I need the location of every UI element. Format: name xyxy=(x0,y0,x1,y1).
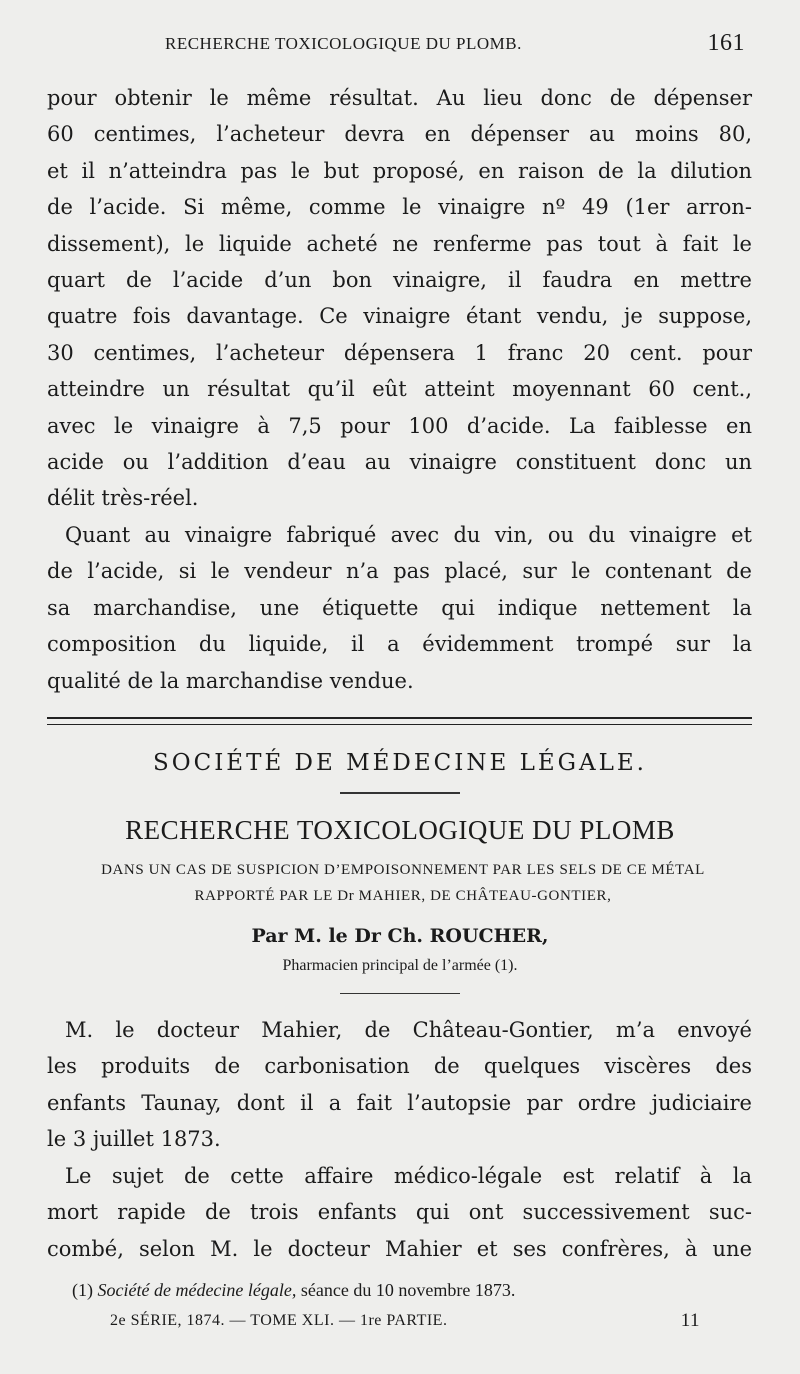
signature-line xyxy=(110,1312,700,1330)
paragraph-1 xyxy=(47,80,752,517)
text-line: qualité de la marchandise vendue. xyxy=(47,668,414,693)
text-line: de l’acide. Si même, comme le vinaigre nº 49 (1er arron- xyxy=(47,195,752,220)
text-line: M. le docteur Mahier, de Château-Gontier, m’a envoyé xyxy=(65,1018,752,1042)
article-title: RECHERCHE TOXICOLOGIQUE DU PLOMB xyxy=(125,815,675,845)
text-line: Le sujet de cette affaire médico-légale est relatif à la xyxy=(65,1164,752,1188)
text-line: atteindre un résultat qu’il eût atteint moyennant 60 cent., xyxy=(47,377,752,402)
heading-rule xyxy=(340,792,460,794)
paragraph-2 xyxy=(47,517,752,699)
text-line: le 3 juillet 1873. xyxy=(47,1127,221,1152)
text-line: les produits de carbonisation de quelques viscères des xyxy=(47,1054,752,1079)
footnote-source: Société de médecine légale, xyxy=(97,1280,297,1300)
text-line: de l’acide, si le vendeur n’a pas placé, sur le contenant de xyxy=(47,559,752,584)
text-line: pour obtenir le même résultat. Au lieu donc de dépenser xyxy=(47,86,752,110)
footnote xyxy=(72,1280,752,1301)
sheet-number: 11 xyxy=(680,1310,700,1331)
article-subtitle-2: RAPPORTÉ PAR LE Dr MAHIER, DE CHÂTEAU-GONTIER, xyxy=(194,888,612,904)
page-number: 161 xyxy=(707,30,745,56)
text-line: 30 centimes, l’acheteur dépensera 1 franc 20 cent. pour xyxy=(47,340,752,365)
paragraph-3 xyxy=(47,1012,752,1158)
text-line: quart de l’acide d’un bon vinaigre, il faudra en mettre xyxy=(47,268,752,293)
running-head xyxy=(165,30,745,56)
footnote-marker: (1) xyxy=(72,1280,93,1300)
text-line: Quant au vinaigre fabriqué avec du vin, ou du vinaigre et xyxy=(65,523,752,547)
text-line: quatre fois davantage. Ce vinaigre étant vendu, je suppose, xyxy=(47,304,752,329)
footnote-text: séance du 10 novembre 1873. xyxy=(300,1280,516,1300)
author-byline: Par M. le Dr Ch. ROUCHER, xyxy=(251,925,549,947)
text-line: mort rapide de trois enfants qui ont successivement suc- xyxy=(47,1200,752,1225)
text-line: enfants Taunay, dont il a fait l’autopsie par ordre judiciaire xyxy=(47,1090,752,1115)
text-line: délit très-réel. xyxy=(47,486,199,511)
running-title: RECHERCHE TOXICOLOGIQUE DU PLOMB. xyxy=(165,34,522,53)
text-line: et il n’atteindra pas le but proposé, en raison de la dilution xyxy=(47,158,752,183)
text-line: composition du liquide, il a évidemment trompé sur la xyxy=(47,632,752,657)
series-info: 2e SÉRIE, 1874. — TOME XLI. — 1re PARTIE. xyxy=(110,1312,448,1329)
text-line: avec le vinaigre à 7,5 pour 100 d’acide. La faiblesse en xyxy=(47,413,752,438)
paragraph-4 xyxy=(47,1158,752,1267)
article-subtitle-1: DANS UN CAS DE SUSPICION D’EMPOISONNEMENT PAR LES SELS DE CE MÉTAL xyxy=(101,862,705,878)
text-line: sa marchandise, une étiquette qui indique nettement la xyxy=(47,595,752,620)
text-line: acide ou l’addition d’eau au vinaigre constituent donc un xyxy=(47,450,752,475)
society-heading: SOCIÉTÉ DE MÉDECINE LÉGALE. xyxy=(153,750,647,776)
byline-rule xyxy=(340,993,460,994)
text-line: combé, selon M. le docteur Mahier et ses confrères, à une xyxy=(47,1236,752,1261)
author-affiliation: Pharmacien principal de l’armée (1). xyxy=(282,957,518,974)
text-line: 60 centimes, l’acheteur devra en dépenser au moins 80, xyxy=(47,122,752,147)
section-divider xyxy=(47,717,752,725)
text-line: dissement), le liquide acheté ne renferme pas tout à fait le xyxy=(47,231,752,256)
